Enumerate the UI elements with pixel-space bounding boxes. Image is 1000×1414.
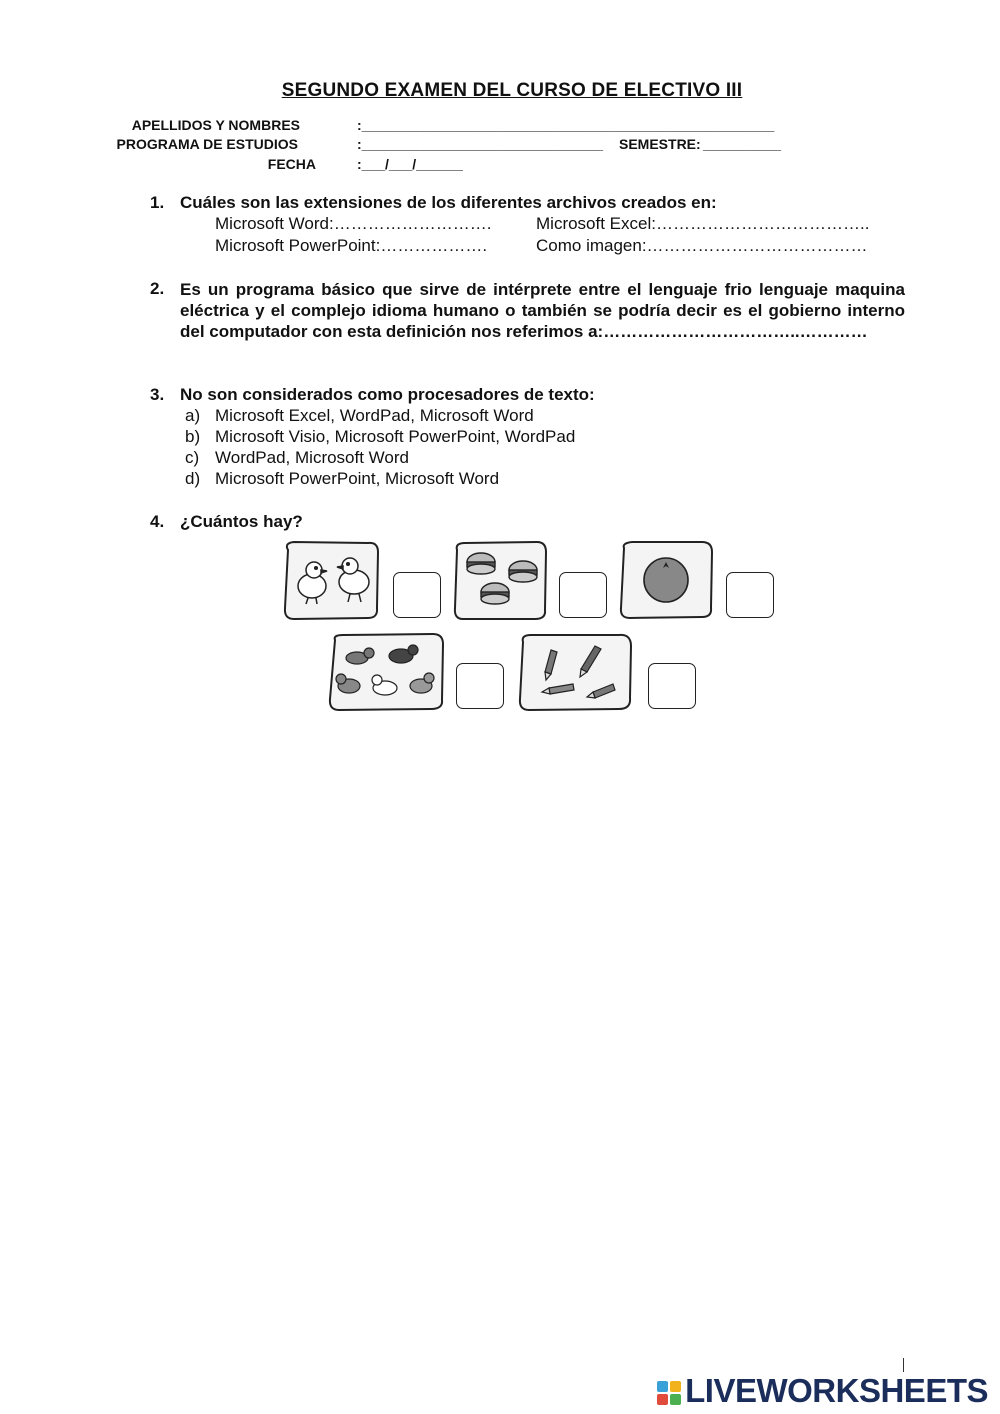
hamburger-icon [481, 583, 509, 604]
dogs-picture [325, 632, 447, 712]
answer-box-chicks[interactable] [393, 572, 441, 618]
q1-number: 1. [150, 193, 165, 212]
brand-logo[interactable] [657, 1372, 988, 1410]
name-field[interactable]: :_____________________________________________________ [357, 117, 775, 133]
q3-option-d[interactable]: Microsoft PowerPoint, Microsoft Word [215, 469, 500, 488]
q1-image-answer[interactable]: Como imagen:………………………………… [536, 236, 868, 255]
program-label: PROGRAMA DE ESTUDIOS [116, 136, 298, 152]
chicks-picture [280, 540, 382, 622]
date-label: FECHA [267, 156, 316, 172]
semester-field[interactable]: __________ [703, 136, 781, 152]
q3-option-b-letter: b) [185, 427, 201, 446]
q1-text: Cuáles son las extensiones de los diferentes archivos creados en: [180, 193, 717, 212]
q4-text: ¿Cuántos hay? [180, 512, 303, 531]
q1-powerpoint-answer[interactable]: Microsoft PowerPoint:………………. [215, 236, 488, 255]
answer-box-pencils[interactable] [648, 663, 696, 709]
q1-word-answer[interactable]: Microsoft Word:………………………. [215, 214, 492, 233]
liveworksheets-logo-icon [657, 1381, 681, 1405]
q3-option-b[interactable]: Microsoft Visio, Microsoft PowerPoint, WordPad [215, 427, 576, 446]
page-title: SEGUNDO EXAMEN DEL CURSO DE ELECTIVO III [281, 80, 743, 101]
q2-number: 2. [150, 279, 165, 298]
pencils-picture [515, 632, 635, 712]
q3-number: 3. [150, 385, 165, 404]
q3-option-c[interactable]: WordPad, Microsoft Word [215, 448, 409, 467]
footer-tick [903, 1358, 904, 1372]
q3-option-a[interactable]: Microsoft Excel, WordPad, Microsoft Word [215, 406, 534, 425]
q3-option-c-letter: c) [185, 448, 200, 467]
q3-text: No son considerados como procesadores de texto: [180, 385, 595, 404]
date-field[interactable]: :___/___/______ [357, 156, 463, 172]
q2-text: Es un programa básico que sirve de intérprete entre el lenguaje frio lenguaje maquina eléctrica y el complejo idioma humano o también se podría decir es el gobierno interno del computador con esta definición nos referimos a:……………………………..………… [180, 280, 905, 341]
answer-box-dogs[interactable] [456, 663, 504, 709]
semester-label: SEMESTRE: [619, 136, 701, 152]
hamburger-icon [509, 561, 537, 582]
q1-excel-answer[interactable]: Microsoft Excel:……………………………….. [536, 214, 870, 233]
q3-option-a-letter: a) [185, 406, 201, 425]
q3-option-d-letter: d) [185, 469, 201, 488]
program-field[interactable]: :_______________________________ [357, 136, 604, 152]
hamburger-icon [467, 553, 495, 574]
hamburgers-picture [451, 540, 549, 622]
name-label: APELLIDOS Y NOMBRES [131, 117, 300, 133]
answer-box-orange[interactable] [726, 572, 774, 618]
orange-icon [644, 558, 688, 602]
orange-picture [616, 540, 716, 620]
q4-number: 4. [150, 512, 165, 531]
answer-box-hamburgers[interactable] [559, 572, 607, 618]
brand-name: LIVEWORKSHEETS [685, 1372, 988, 1409]
